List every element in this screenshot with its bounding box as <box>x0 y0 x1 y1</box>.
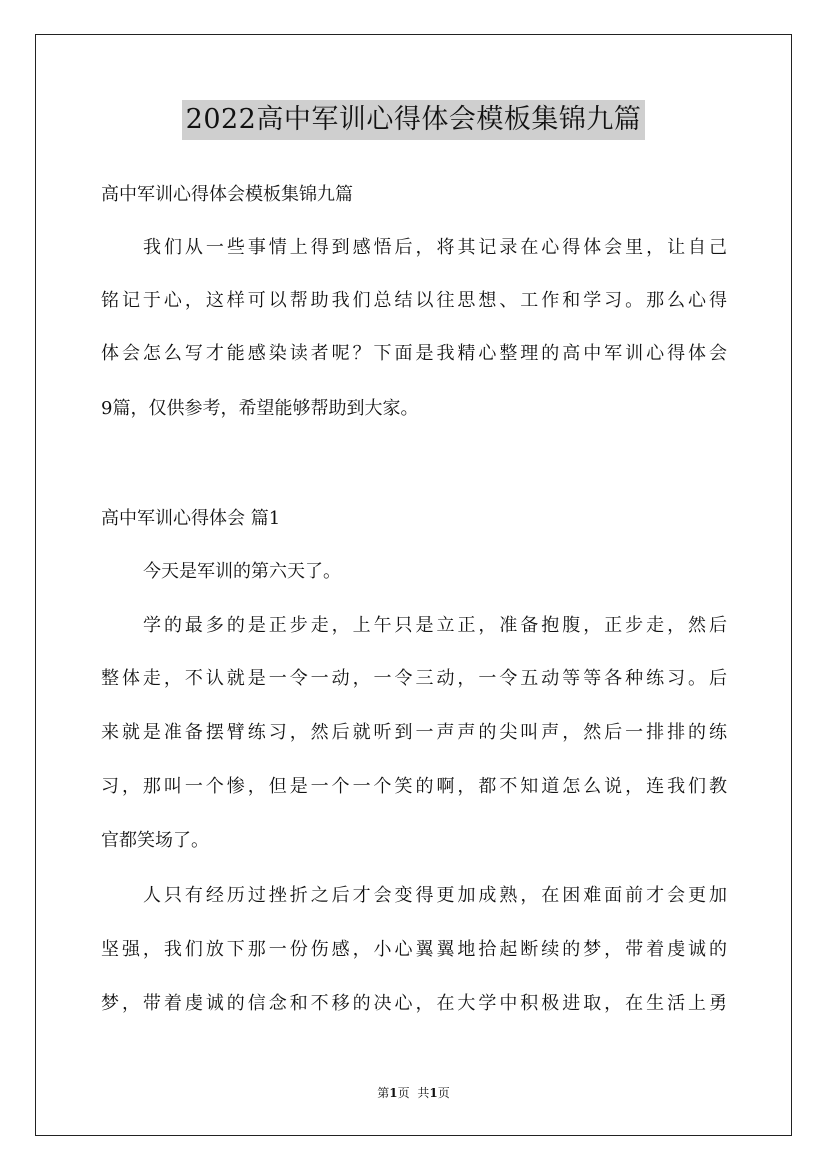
paragraph-line: 官都笑场了。 <box>101 830 209 851</box>
footer-page-suffix: 页 <box>397 1086 410 1100</box>
title-container <box>0 100 827 140</box>
paragraph-line: 整体走，不认就是一令一动，一令三动，一令五动等等各种练习。后 <box>101 668 727 689</box>
document-subtitle: 高中军训心得体会模板集锦九篇 <box>101 184 353 205</box>
paragraph-line: 来就是准备摆臂练习，然后就听到一声声的尖叫声，然后一排排的练 <box>101 722 727 743</box>
page-footer <box>0 1084 827 1102</box>
paragraph-line: 坚强，我们放下那一份伤感，小心翼翼地拾起断续的梦，带着虔诚的 <box>101 939 727 960</box>
intro-line: 体会怎么写才能感染读者呢？下面是我精心整理的高中军训心得体会 <box>101 343 727 364</box>
intro-line: 我们从一些事情上得到感悟后，将其记录在心得体会里，让自己 <box>143 237 727 258</box>
paragraph-line: 梦，带着虔诚的信念和不移的决心，在大学中积极进取，在生活上勇 <box>101 993 727 1014</box>
section-heading: 高中军训心得体会 篇1 <box>101 508 281 529</box>
footer-page-current: 1 <box>389 1086 398 1100</box>
footer-page-prefix: 第 <box>377 1086 390 1100</box>
footer-total-prefix: 共 <box>417 1086 430 1100</box>
footer-total-suffix: 页 <box>437 1086 450 1100</box>
paragraph-line: 今天是军训的第六天了。 <box>143 561 341 582</box>
paragraph-line: 学的最多的是正步走，上午只是立正，准备抱腹，正步走，然后 <box>143 615 727 636</box>
intro-line: 铭记于心，这样可以帮助我们总结以往思想、工作和学习。那么心得 <box>101 290 727 311</box>
paragraph-line: 人只有经历过挫折之后才会变得更加成熟，在困难面前才会更加 <box>143 885 727 906</box>
document-title: 2022高中军训心得体会模板集锦九篇 <box>182 100 646 140</box>
intro-line: 9篇，仅供参考，希望能够帮助到大家。 <box>101 398 419 419</box>
paragraph-line: 习，那叫一个惨，但是一个一个笑的啊，都不知道怎么说，连我们教 <box>101 776 727 797</box>
footer-page-total: 1 <box>429 1086 438 1100</box>
